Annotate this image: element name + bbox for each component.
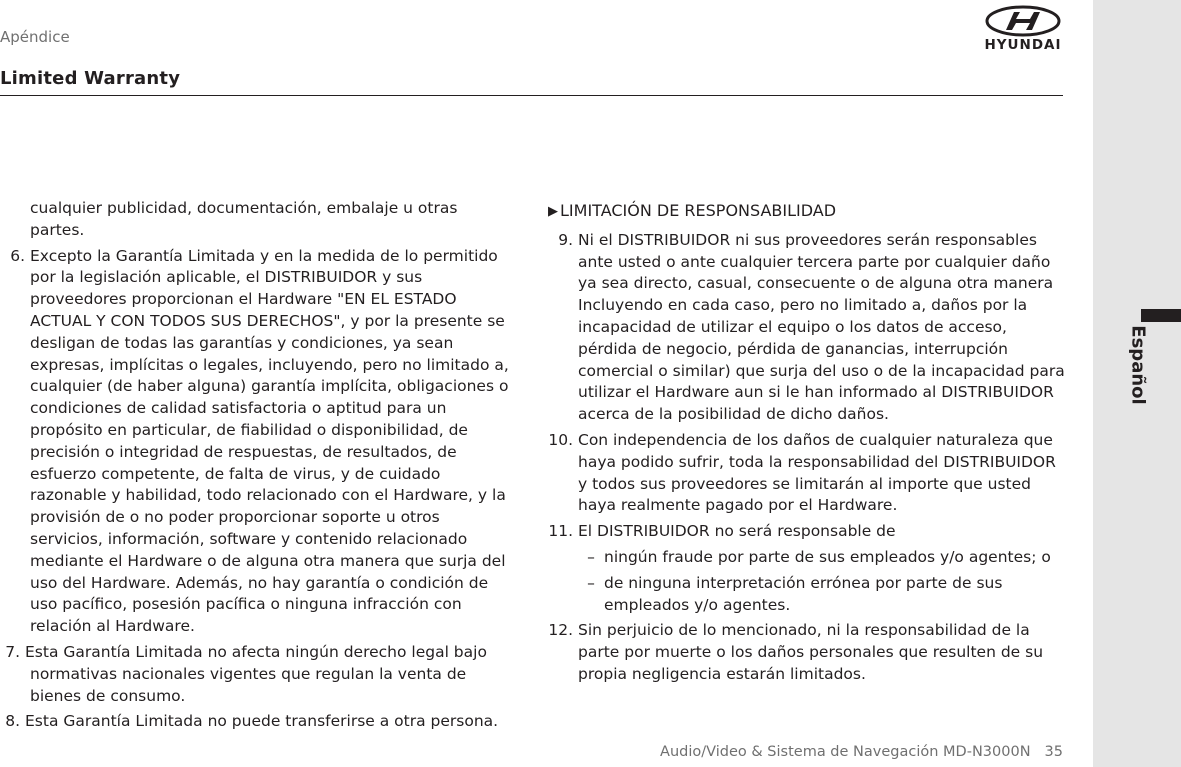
- item-number: 8.: [5, 712, 20, 731]
- sub-list-item: [578, 573, 1068, 617]
- item-text: Excepto la Garantía Limitada y en la medida de lo permitido por la legislación aplicable, el DISTRIBUIDOR y sus proveedores proporcionan el Hardware "EN EL ESTADO ACTUAL Y CON TODOS SUS DERECHOS", y por la presente se desligan de todas las garantías y condiciones, ya sean expresas, implícitas o legales, incluyendo, pero no limitado a, cualquier (de haber alguna) garantía implícita, obligaciones o condiciones de calidad satisfactoria o aptitud para un propósito en particular, de fiabilidad o disponibilidad, de precisión o integridad de respuestas, de resultados, de esfuerzo competente, de falta de virus, y de cuidado razonable y habilidad, todo relacionado con el Hardware, y la provisión de o no poder proporcionar soporte u otros servicios, información, software y contenido relacionado mediante el Hardware o de alguna otra manera que surja del uso del Hardware. Además, no hay garantía o condición de uso pacífico, posesión pacífica o ninguna infracción con relación al Hardware.: [30, 246, 509, 636]
- item-number: 12.: [548, 621, 573, 640]
- footer-manual-title: Audio/Video & Sistema de Navegación MD-N3000N: [660, 744, 1031, 760]
- page-footer: [660, 744, 1063, 760]
- sub-list-item: [578, 547, 1068, 569]
- page-number: 35: [1044, 744, 1063, 760]
- item-text: Con independencia de los daños de cualquier naturaleza que haya podido sufrir, toda la responsabilidad del DISTRIBUIDOR y todos sus proveedores se limitarán al importe que usted haya realmente pagado por el Hardware.: [578, 430, 1056, 515]
- dash-bullet: –: [587, 547, 595, 566]
- item-text: Esta Garantía Limitada no afecta ningún derecho legal bajo normativas nacionales vigentes que regulan la venta de bienes de consumo.: [25, 642, 487, 705]
- hyundai-emblem-icon: [980, 4, 1066, 38]
- list-item: [548, 620, 1068, 685]
- section-heading: [548, 200, 1068, 223]
- list-item: [548, 521, 1068, 543]
- logo-wordmark: HYUNDAI: [984, 37, 1062, 53]
- item-text: El DISTRIBUIDOR no será responsable de: [578, 522, 896, 541]
- list-item: [548, 230, 1068, 426]
- side-tab-marker: [1141, 309, 1181, 322]
- section-label: Apéndice: [0, 28, 70, 46]
- sub-item-text: de ninguna interpretación errónea por parte de sus empleados y/o agentes.: [604, 573, 1003, 614]
- side-tab-label: Español: [1127, 325, 1149, 405]
- item-number: 7.: [5, 642, 20, 661]
- item-number: 10.: [548, 430, 573, 449]
- item-number: 9.: [558, 230, 573, 249]
- page-title: Limited Warranty: [0, 68, 181, 89]
- continued-paragraph: cualquier publicidad, documentación, embalaje u otras partes.: [30, 199, 458, 239]
- item-text: Sin perjuicio de lo mencionado, ni la responsabilidad de la parte por muerte o los daños personales que resulten de su propia negligencia estarán limitados.: [578, 621, 1044, 683]
- section-heading-text: LIMITACIÓN DE RESPONSABILIDAD: [560, 201, 837, 220]
- item-number: 11.: [548, 522, 573, 541]
- hyundai-logo: [980, 4, 1066, 52]
- list-item: [0, 711, 515, 733]
- item-text: Esta Garantía Limitada no puede transferirse a otra persona.: [25, 712, 499, 731]
- header-divider: [0, 95, 1063, 96]
- dash-bullet: –: [587, 573, 595, 592]
- left-column: [0, 198, 515, 737]
- list-item: [0, 246, 515, 638]
- item-number: 6.: [10, 246, 25, 265]
- sub-item-text: ningún fraude por parte de sus empleados y/o agentes; o: [604, 547, 1051, 566]
- list-item: [0, 642, 515, 707]
- list-item: [548, 430, 1068, 517]
- right-column: [548, 198, 1068, 690]
- triangle-bullet-icon: ▶: [548, 204, 558, 219]
- item-text: Ni el DISTRIBUIDOR ni sus proveedores serán responsables ante usted o ante cualquier tercera parte por cualquier daño ya sea directo, casual, consecuente o de alguna otra manera Incluyendo en cada caso, pero no limitado a, daños por la incapacidad de utilizar el equipo o los datos de acceso, pérdida de negocio, pérdida de ganancias, interrupción comercial o similar) que surja del uso o de la incapacidad para utilizar el Hardware aun si le han informado al DISTRIBUIDOR acerca de la posibilidad de dicho daños.: [578, 230, 1065, 424]
